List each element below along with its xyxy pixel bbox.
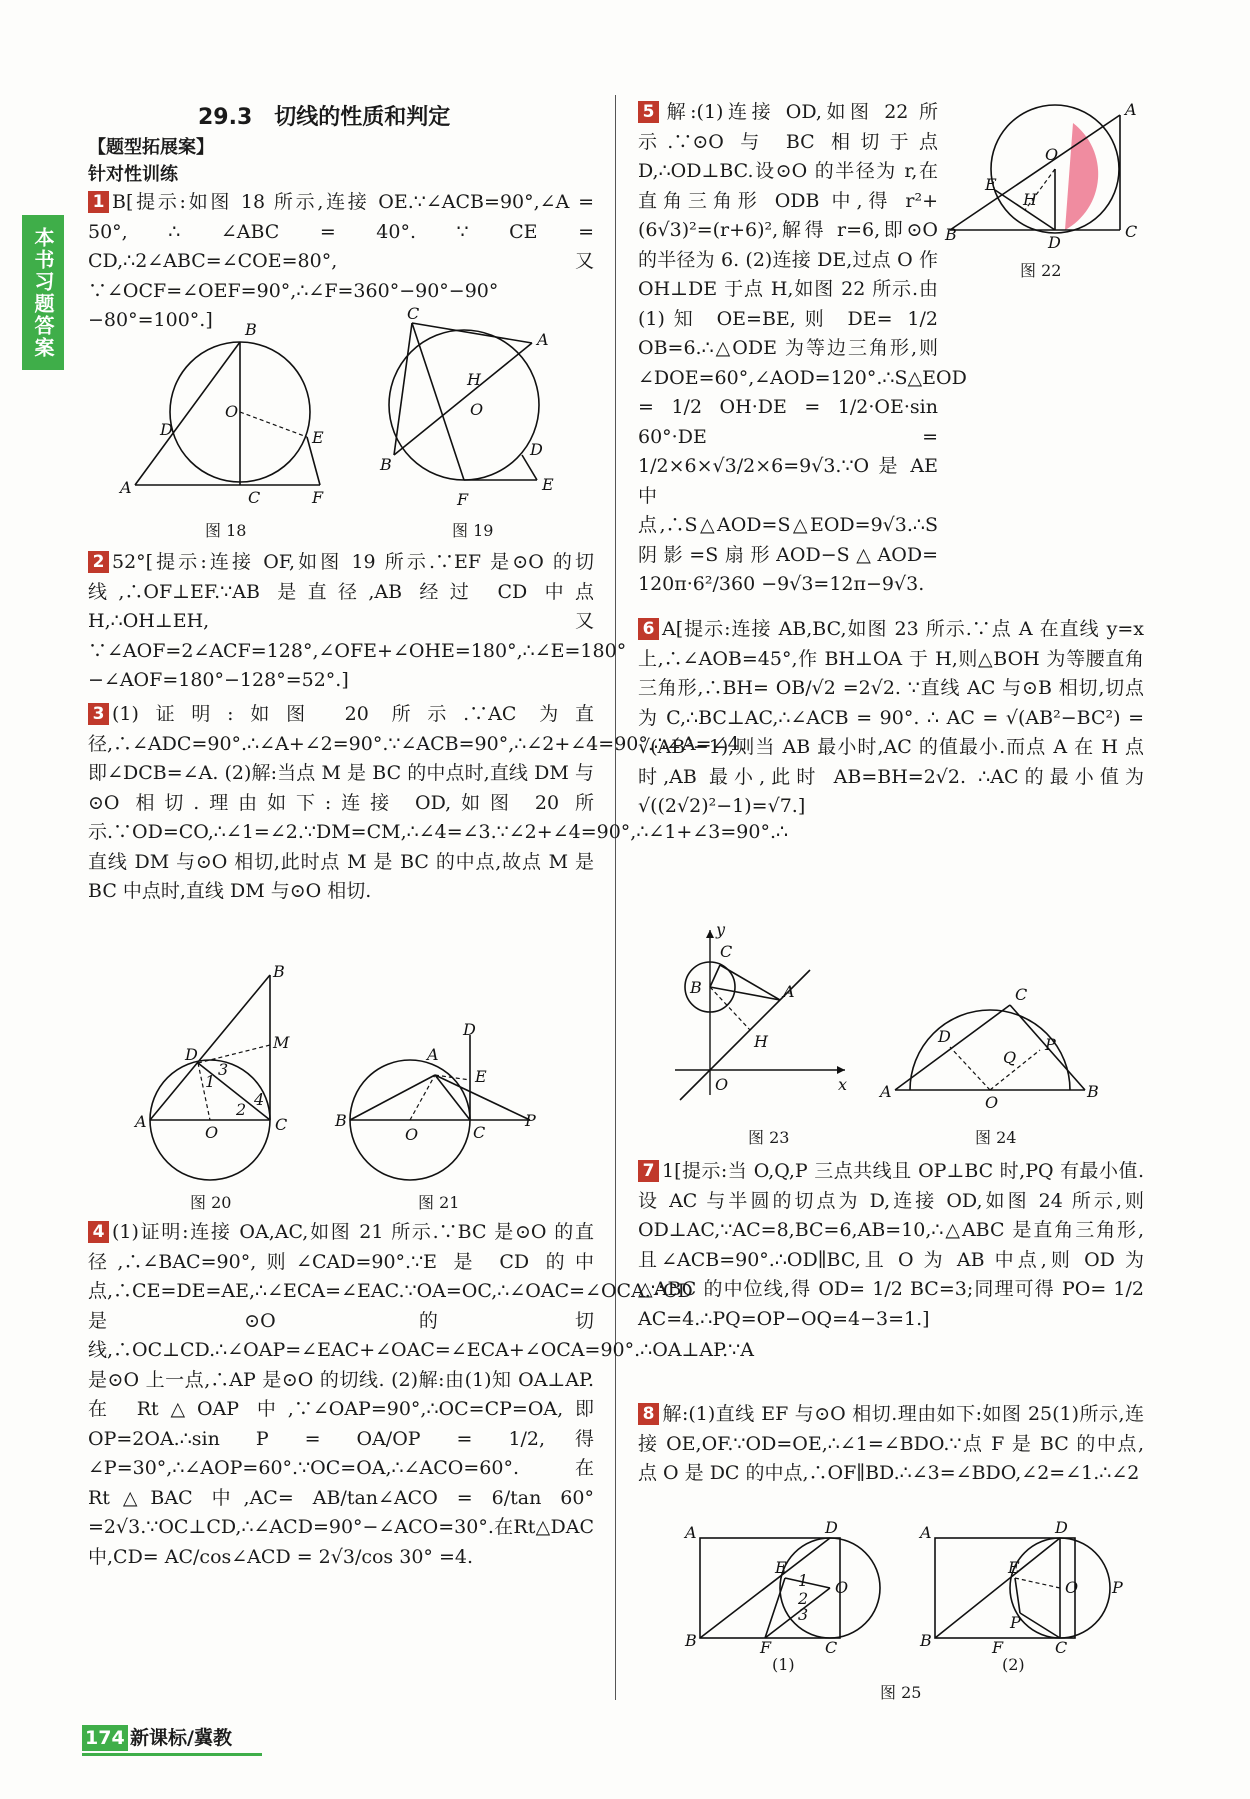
answer-text: B[提示:如图 18 所示,连接 OE.∵∠ACB=90°,∠A = 50°, ∴ ∠ABC = 40°. ∵ CE = CD,∴2∠ABC=∠COE=80°,又∵∠OCF=∠OEF=90°,∴∠F=360°−90°−90°−80°=100°.] [88,191,594,331]
svg-text:2: 2 [798,1589,809,1608]
figure-caption: 图 23 [748,1128,790,1147]
svg-text:H: H [754,1032,768,1051]
figure-24 [880,985,1100,1112]
svg-text:B: B [920,1631,932,1650]
svg-text:H: H [467,370,481,389]
item-number: 3 [88,703,109,725]
svg-text:B: B [690,978,702,997]
svg-text:A: A [120,478,132,497]
column-divider [615,95,616,1700]
answer-text: 解:(1)直线 EF 与⊙O 相切.理由如下:如图 25(1)所示,连接 OE,OF.∵OD=OE,∴∠1=∠BDO.∵点 F 是 BC 的中点,点 O 是 DC 的中点,∴OF∥BD.∴∠3=∠BDO,∠2=∠1.∴∠2 [638,1403,1144,1484]
answer-item-3 [88,700,789,907]
svg-text:A: A [135,1112,147,1131]
svg-text:4: 4 [254,1090,265,1109]
figure-21 [335,1020,545,1190]
svg-text:B: B [1087,1082,1099,1101]
figure-caption: 图 21 [418,1193,460,1212]
answer-text: 52°[提示:连接 OF,如图 19 所示.∵EF 是⊙O 的切线,∴OF⊥EF.∵AB 是直径,AB 经过 CD 中点 H,∴OH⊥EH,又∵∠AOF=2∠ACF=128°,∠OFE+∠OHE=180°,∴∠E=180°−∠AOF=180°−128°=52°.] [88,551,627,691]
figure-caption: 图 20 [190,1193,232,1212]
footer-rule [82,1753,262,1756]
svg-text:A: A [537,330,549,349]
figure-caption: 图 18 [205,521,247,540]
svg-text:D: D [938,1027,951,1046]
answer-item-2 [88,548,627,696]
svg-text:C: C [1015,985,1028,1004]
svg-text:F: F [992,1638,1004,1657]
side-tab: 本书习题答案 [22,215,64,370]
svg-text:P: P [1112,1578,1123,1597]
figure-18 [115,320,335,507]
figure-22 [945,100,1145,252]
svg-text:A: A [880,1082,892,1101]
svg-text:x: x [838,1075,848,1094]
page-number: 174 [82,1725,128,1751]
svg-text:C: C [1055,1638,1068,1657]
figure-caption: (2) [1002,1655,1025,1674]
svg-text:B: B [273,962,285,981]
svg-text:F: F [457,490,469,509]
svg-text:O: O [470,400,484,419]
svg-text:D: D [463,1020,476,1039]
svg-text:B: B [380,455,392,474]
svg-text:P: P [525,1111,536,1130]
answer-item-5 [638,98,967,600]
svg-text:A: A [920,1523,932,1542]
answer-item-8 [638,1400,1144,1489]
svg-text:C: C [407,304,420,323]
svg-text:D: D [530,440,543,459]
svg-text:A: A [685,1523,697,1542]
svg-text:y: y [716,920,726,939]
svg-text:B: B [245,320,257,339]
svg-text:O: O [405,1125,419,1144]
svg-text:B: B [335,1111,347,1130]
svg-text:D: D [160,420,173,439]
item-number: 5 [638,101,659,123]
svg-text:E: E [312,428,324,447]
svg-text:A: A [427,1045,439,1064]
answer-item-6 [638,615,1144,822]
section-heading: 【题型拓展案】 [88,137,214,158]
svg-text:E: E [985,175,997,194]
item-number: 6 [638,618,659,640]
answer-item-1 [88,188,594,336]
svg-text:C: C [825,1638,838,1657]
svg-text:E: E [1008,1558,1020,1577]
svg-text:A: A [783,982,795,1001]
svg-text:P: P [1045,1035,1056,1054]
figure-25-1 [685,1518,890,1657]
svg-text:F: F [312,488,324,507]
svg-text:O: O [715,1075,729,1094]
item-number: 8 [638,1403,659,1425]
book-series: 新课标/冀教 [130,1727,232,1749]
answer-text: 解:(1)连接 OD,如图 22 所示.∵⊙O 与 BC 相切于点 D,∴OD⊥BC.设⊙O 的半径为 r,在直角三角形 ODB 中,得 r²+(6√3)²=(r+6)²,解得 r=6,即⊙O 的半径为 6. (2)连接 DE,过点 O 作 OH⊥DE 于点 H,如图 22 所示.由(1)知 OE=BE,则 DE= 1/2 OB=6.∴△ODE 为等边三角形,则∠DOE=60°,∠AOD=120°.∴S△EOD = 1/2 OH·DE = 1/2·OE·sin 60°·DE = 1/2×6×√3/2×6=9√3.∵O 是 AE 中点,∴S△AOD=S△EOD=9√3.∴S阴影=S扇形AOD−S△AOD= 120π·6²/360 −9√3=12π−9√3. [638,101,967,595]
answer-item-4 [88,1218,754,1572]
svg-text:Q: Q [1003,1048,1017,1067]
svg-text:E: E [475,1067,487,1086]
svg-text:C: C [720,942,733,961]
svg-text:O: O [205,1123,219,1142]
svg-text:O: O [835,1578,849,1597]
answer-text: A[提示:连接 AB,BC,如图 23 所示.∵点 A 在直线 y=x 上,∴∠AOB=45°,作 BH⊥OA 于 H,则△BOH 为等腰直角三角形,∴BH= OB/√2 =2√2. ∵直线 AC 与⊙B 相切,切点为 C,∴BC⊥AC,∴∠ACB = 90°. ∴ AC = √(AB²−BC²) = √(AB²−1),则当 AB 最小时,AC 的值最小.而点 A 在 H 点时,AB 最小,此时 AB=BH=2√2. ∴AC的最小值为 √((2√2)²−1)=√7.] [638,618,1144,817]
svg-text:O: O [1065,1578,1079,1597]
item-number: 2 [88,551,109,573]
svg-text:C: C [1125,222,1138,241]
figure-25-2 [920,1518,1123,1657]
figure-caption: 图 19 [452,521,494,540]
svg-text:C: C [473,1123,486,1142]
svg-text:O: O [1045,145,1059,164]
svg-text:H: H [1023,190,1037,209]
figure-19 [372,304,572,509]
svg-text:3: 3 [218,1060,229,1079]
svg-text:D: D [1048,233,1061,252]
figure-caption: 图 24 [975,1128,1017,1147]
svg-text:B: B [945,225,957,244]
svg-text:C: C [275,1115,288,1134]
svg-text:B: B [685,1631,697,1650]
svg-text:D: D [1055,1518,1068,1537]
svg-text:O: O [985,1093,999,1112]
figure-caption: 图 25 [880,1683,922,1702]
subsection-heading: 针对性训练 [88,164,178,185]
item-number: 7 [638,1160,659,1182]
svg-text:F: F [760,1638,772,1657]
svg-text:O: O [225,402,239,421]
svg-text:1: 1 [798,1571,809,1590]
svg-text:A: A [1125,100,1137,119]
item-number: 4 [88,1221,109,1243]
svg-text:M: M [273,1033,290,1052]
svg-text:D: D [825,1518,838,1537]
answer-text: (1)证明:如图 20 所示.∵AC 为直径,∴∠ADC=90°.∴∠A+∠2=90°.∵∠ACB=90°,∴∠2+∠4=90°.∴∠A=∠4.即∠DCB=∠A. (2)解:当点 M 是 BC 的中点时,直线 DM 与⊙O 相切.理由如下:连接 OD,如图 20 所示.∵OD=CO,∴∠1=∠2.∵DM=CM,∴∠4=∠3.∵∠2+∠4=90°,∴∠1+∠3=90°.∴直线 DM 与⊙O 相切,此时点 M 是 BC 的中点,故点 M 是 BC 中点时,直线 DM 与⊙O 相切. [88,703,789,902]
figure-20 [130,962,290,1165]
svg-text:E: E [775,1558,787,1577]
figure-23 [670,920,850,1095]
page-title: 29.3 切线的性质和判定 [198,105,451,130]
answer-item-7 [638,1157,1144,1334]
svg-text:C: C [248,488,261,507]
svg-text:P: P [1010,1613,1021,1632]
svg-text:1: 1 [205,1072,216,1091]
svg-text:E: E [542,475,554,494]
figure-caption: (1) [772,1655,795,1674]
svg-text:D: D [185,1045,198,1064]
svg-text:2: 2 [236,1100,247,1119]
svg-text:3: 3 [798,1605,809,1624]
item-number: 1 [88,191,109,213]
answer-text: (1)证明:连接 OA,AC,如图 21 所示.∵BC 是⊙O 的直径,∴∠BAC=90°,则∠CAD=90°.∵E 是 CD 的中点,∴CE=DE=AE,∴∠ECA=∠EAC.∵OA=OC,∴∠OAC=∠OCA.∵CD 是⊙O 的切线,∴OC⊥CD.∴∠OAP=∠EAC+∠OAC=∠ECA+∠OCA=90°.∴OA⊥AP.∵A 是⊙O 上一点,∴AP 是⊙O 的切线. (2)解:由(1)知 OA⊥AP.在 Rt△OAP 中,∵∠OAP=90°,∴OC=CP=OA,即 OP=2OA.∴sin P = OA/OP = 1/2,得 ∠P=30°,∴∠AOP=60°.∵OC=OA,∴∠ACO=60°.在 Rt△BAC 中,AC= AB/tan∠ACO = 6/tan 60° =2√3.∵OC⊥CD,∴∠ACD=90°−∠ACO=30°.在Rt△DAC中,CD= AC/cos∠ACD = 2√3/cos 30° =4. [88,1221,754,1568]
figure-caption: 图 22 [1020,261,1062,280]
answer-text: 1[提示:当 O,Q,P 三点共线且 OP⊥BC 时,PQ 有最小值.设 AC 与半圆的切点为 D,连接 OD,如图 24 所示,则 OD⊥AC,∵AC=8,BC=6,AB=10,∴△ABC 是直角三角形,且∠ACB=90°.∴OD∥BC,且 O 为 AB 中点,则 OD 为△ABC 的中位线,得 OD= 1/2 BC=3;同理可得 PO= 1/2 AC=4.∴PQ=OP−OQ=4−3=1.] [638,1160,1144,1330]
